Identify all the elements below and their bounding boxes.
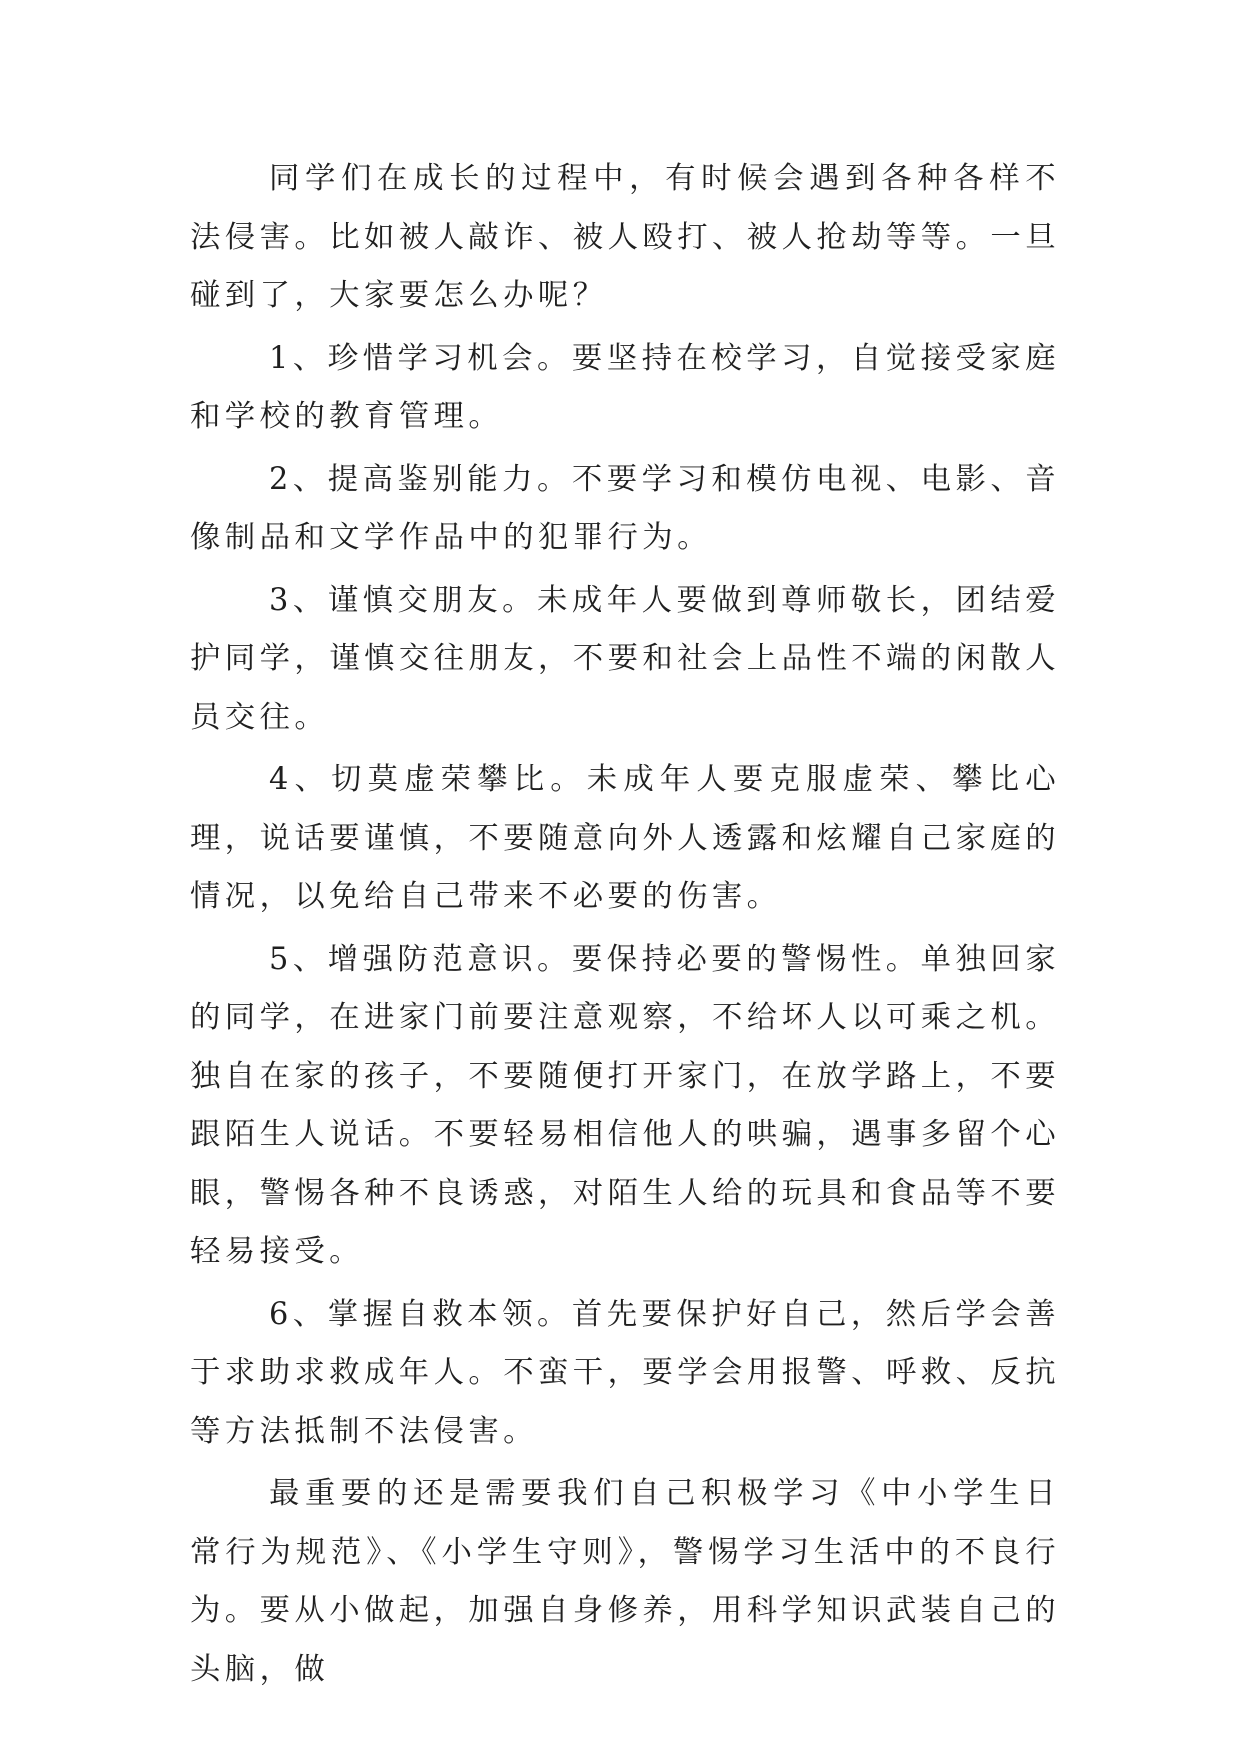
document-body [190, 150, 1060, 1699]
paragraph-item-5: 5、增强防范意识。要保持必要的警惕性。单独回家的同学，在进家门前要注意观察，不给坏人以可乘之机。独自在家的孩子，不要随便打开家门，在放学路上，不要跟陌生人说话。不要轻易相信他人的哄骗，遇事多留个心眼，警惕各种不良诱惑，对陌生人给的玩具和食品等不要轻易接受。 [190, 941, 1060, 1269]
paragraph-item-6: 6、掌握自救本领。首先要保护好自己，然后学会善于求助求救成年人。不蛮干，要学会用报警、呼救、反抗等方法抵制不法侵害。 [190, 1296, 1060, 1449]
paragraph-item-3: 3、谨慎交朋友。未成年人要做到尊师敬长，团结爱护同学，谨慎交往朋友，不要和社会上品性不端的闲散人员交往。 [190, 582, 1060, 735]
paragraph-intro: 同学们在成长的过程中，有时候会遇到各种各样不法侵害。比如被人敲诈、被人殴打、被人抢劫等等。一旦碰到了，大家要怎么办呢？ [190, 161, 1060, 313]
paragraph-item-4: 4、切莫虚荣攀比。未成年人要克服虚荣、攀比心理，说话要谨慎，不要随意向外人透露和炫耀自己家庭的情况，以免给自己带来不必要的伤害。 [190, 762, 1060, 914]
paragraph-item-2: 2、提高鉴别能力。不要学习和模仿电视、电影、音像制品和文学作品中的犯罪行为。 [190, 461, 1060, 555]
paragraph-conclusion: 最重要的还是需要我们自己积极学习《中小学生日常行为规范》、《小学生守则》，警惕学习生活中的不良行为。要从小做起，加强自身修养，用科学知识武装自己的头脑，做 [190, 1476, 1060, 1687]
paragraph-item-1: 1、珍惜学习机会。要坚持在校学习，自觉接受家庭和学校的教育管理。 [190, 340, 1060, 434]
